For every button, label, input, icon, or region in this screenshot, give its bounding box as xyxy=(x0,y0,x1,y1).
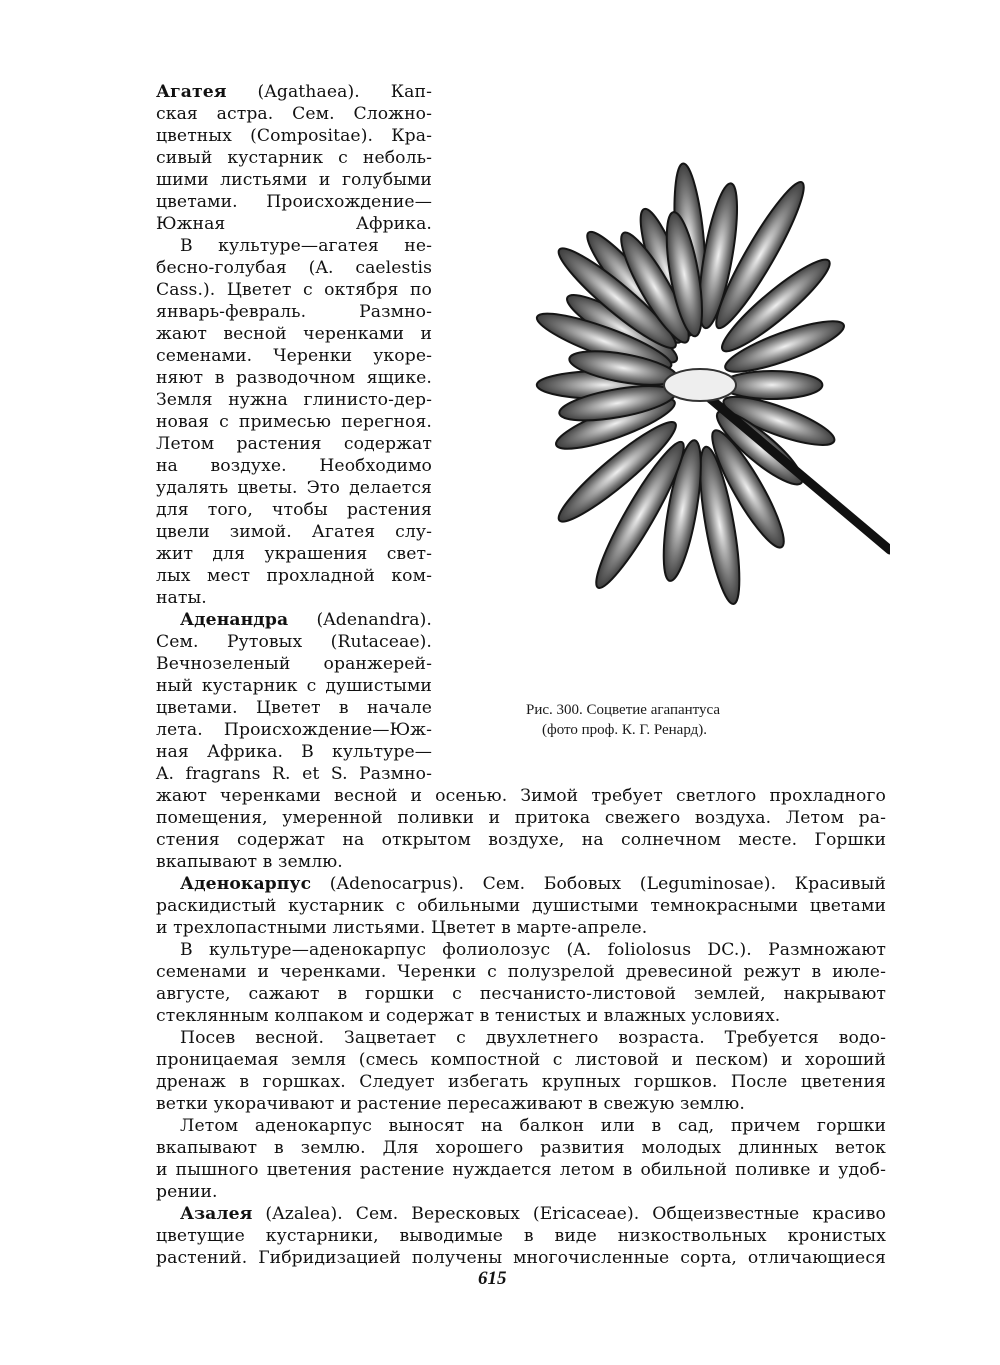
left-column-line: няют в разводочном ящике. xyxy=(156,368,432,388)
entry-term: Азалея xyxy=(180,1204,253,1224)
body-line: стеклянным колпаком и содержат в тенистых и влажных условиях. xyxy=(156,1006,781,1026)
left-column-line: лета. Происхождение—Юж- xyxy=(156,720,432,740)
left-column-line: Южная Африка. xyxy=(156,214,432,234)
left-column-line: жают весной черенками и xyxy=(156,324,432,344)
left-column-line: жит для украшения свет- xyxy=(156,544,432,564)
agapanthus-photo xyxy=(470,80,890,680)
left-column-line: удалять цветы. Это делается xyxy=(156,478,432,498)
left-column-line: январь-февраль. Размно- xyxy=(156,302,432,322)
left-column-line: Сем. Рутовых (Rutaceae). xyxy=(156,632,432,652)
left-column-line: ская астра. Сем. Сложно- xyxy=(156,104,432,124)
left-column-line: ная Африка. В культуре— xyxy=(156,742,432,762)
left-column-line: Летом растения содержат xyxy=(156,434,432,454)
left-column-line: цветных (Compositae). Кра- xyxy=(156,126,432,146)
left-column-line: Вечнозеленый оранжерей- xyxy=(156,654,432,674)
left-column-line: шими листьями и голубыми xyxy=(156,170,432,190)
entry-term: Аденокарпус xyxy=(180,874,312,894)
left-column-line: на воздухе. Необходимо xyxy=(156,456,432,476)
figure-caption-line-2: (фото проф. К. Г. Ренард). xyxy=(542,722,708,738)
body-line: семенами и черенками. Черенки с полузрелой древесиной режут в июле- xyxy=(156,962,886,982)
left-column-line: Агатея (Agathaea). Кап- xyxy=(156,82,432,102)
left-column-line: ный кустарник с душистыми xyxy=(156,676,432,696)
left-column-line: Земля нужна глинисто-дер- xyxy=(156,390,432,410)
body-line: вкапывают в землю. xyxy=(156,852,343,872)
left-column-line: A. fragrans R. et S. Размно- xyxy=(156,764,432,784)
body-line: цветущие кустарники, выводимые в виде низкоствольных кронистых xyxy=(156,1226,886,1246)
body-line: стения содержат на открытом воздухе, на солнечном месте. Горшки xyxy=(156,830,886,850)
body-line: августе, сажают в горшки с песчанисто-листовой землей, накрывают xyxy=(156,984,886,1004)
left-column-line: цветами. Цветет в начале xyxy=(156,698,432,718)
body-line: и пышного цветения растение нуждается летом в обильной поливке и удоб- xyxy=(156,1160,886,1180)
body-line: жают черенками весной и осенью. Зимой требует светлого прохладного xyxy=(156,786,886,806)
left-column-line: цветами. Происхождение— xyxy=(156,192,432,212)
body-line: растений. Гибридизацией получены многочисленные сорта, отличающиеся xyxy=(156,1248,886,1268)
body-line: вкапывают в землю. Для хорошего развития молодых длинных веток xyxy=(156,1138,886,1158)
body-line: и трехлопастными листьями. Цветет в марте-апреле. xyxy=(156,918,648,938)
left-column-line: лых мест прохладной ком- xyxy=(156,566,432,586)
left-column-line: наты. xyxy=(156,588,207,608)
left-column-line: семенами. Черенки укоре- xyxy=(156,346,432,366)
left-column-line: сивый кустарник с неболь- xyxy=(156,148,432,168)
page-number: 615 xyxy=(478,1268,507,1289)
entry-term: Аденандра xyxy=(180,610,289,630)
body-line: проницаемая земля (смесь компостной с листовой и песком) и хороший xyxy=(156,1050,886,1070)
body-line: помещения, умеренной поливки и притока свежего воздуха. Летом ра- xyxy=(156,808,886,828)
body-line: рении. xyxy=(156,1182,218,1202)
body-line: Аденокарпус (Adenocarpus). Сем. Бобовых (Leguminosae). Красивый xyxy=(180,874,886,894)
left-column-line: для того, чтобы растения xyxy=(156,500,432,520)
body-line: Азалея (Azalea). Сем. Вересковых (Ericaceae). Общеизвестные красиво xyxy=(180,1204,886,1224)
left-column-line: цвели зимой. Агатея слу- xyxy=(156,522,432,542)
figure-caption-line-1: Рис. 300. Соцветие агапантуса xyxy=(526,702,721,718)
left-column-line: новая с примесью перегноя. xyxy=(156,412,432,432)
body-line: Посев весной. Зацветает с двухлетнего возраста. Требуется водо- xyxy=(180,1028,886,1048)
left-column-line: Аденандра (Adenandra). xyxy=(180,610,432,630)
body-line: Летом аденокарпус выносят на балкон или в сад, причем горшки xyxy=(180,1116,886,1136)
body-line: дренаж в горшках. Следует избегать крупных горшков. После цветения xyxy=(156,1072,886,1092)
left-column-line: бесно-голубая (A. caelestis xyxy=(156,258,432,278)
left-column-line: Cass.). Цветет с октября по xyxy=(156,280,432,300)
entry-term: Агатея xyxy=(156,82,227,102)
left-column-line: В культуре—агатея не- xyxy=(180,236,432,256)
body-line: ветки укорачивают и растение пересаживают в свежую землю. xyxy=(156,1094,745,1114)
body-line: В культуре—аденокарпус фолиолозус (A. foliolosus DC.). Размножают xyxy=(180,940,886,960)
body-line: раскидистый кустарник с обильными душистыми темнокрасными цветами xyxy=(156,896,886,916)
